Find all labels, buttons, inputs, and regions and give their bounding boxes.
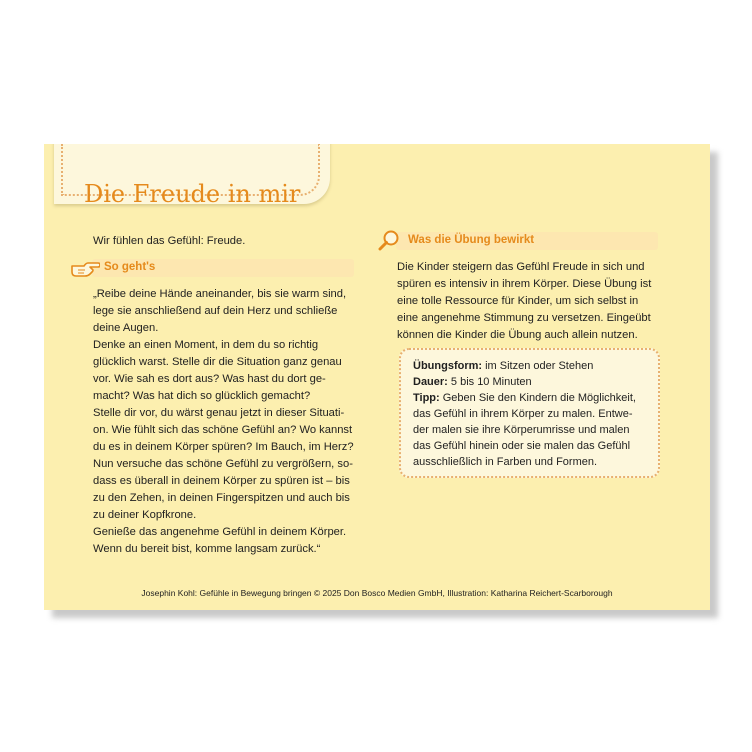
instruction-line: Wenn du bereit bist, komme langsam zurück.“ <box>93 543 321 555</box>
instruction-line: glücklich warst. Stelle dir die Situation ganz genau <box>93 356 342 368</box>
instruction-line: du es in deinem Körper spüren? Im Bauch, im Herz? <box>93 441 354 453</box>
form-value: im Sitzen oder Stehen <box>482 360 594 372</box>
instruction-line: deine Augen. <box>93 322 159 334</box>
intro-text: Wir fühlen das Gefühl: Freude. <box>93 235 246 247</box>
instruction-line: dass es überall in deinem Körper zu spüren ist – bis <box>93 475 350 487</box>
info-text <box>413 358 653 470</box>
form-line <box>413 358 653 374</box>
form-label: Übungsform: <box>413 360 483 372</box>
tip-line: der malen sie ihre Körperumrisse und malen <box>413 424 630 436</box>
instruction-line: Denke an einen Moment, in dem du so richtig <box>93 339 319 351</box>
duration-label: Dauer: <box>413 376 448 388</box>
tip-line: das Gefühl hinein oder sie malen das Gefühl <box>413 440 631 452</box>
info-box <box>399 348 660 478</box>
effect-line: können die Kinder die Übung auch allein nutzen. <box>397 329 638 341</box>
instruction-line: „Reibe deine Hände aneinander, bis sie warm sind, <box>93 288 347 300</box>
effect-line: Die Kinder steigern das Gefühl Freude in sich und <box>397 261 645 273</box>
instruction-line: zu deiner Kopfkrone. <box>93 509 197 521</box>
instruction-line: Nun versuche das schöne Gefühl zu vergrößern, so- <box>93 458 353 470</box>
instruction-line: macht? Was hat dich so glücklich gemacht? <box>93 390 311 402</box>
so-gehts-heading: So geht's <box>104 261 156 273</box>
instruction-line: Stelle dir vor, du wärst genau jetzt in dieser Situati- <box>93 407 345 419</box>
magnifier-icon <box>377 229 401 253</box>
pointing-hand-icon <box>70 257 100 279</box>
effect-line: eine tolle Ressource für Kinder, um sich selbst in <box>397 295 639 307</box>
instruction-line: Genieße das angenehme Gefühl in deinem Körper. <box>93 526 347 538</box>
tip-line: ausschließlich in Farben und Formen. <box>413 456 598 468</box>
tip-line: das Gefühl in ihrem Körper zu malen. Entwe- <box>413 408 633 420</box>
tip-value: Geben Sie den Kindern die Möglichkeit, <box>439 392 636 404</box>
card-title: Die Freude in mir <box>84 180 301 208</box>
duration-value: 5 bis 10 Minuten <box>447 376 532 388</box>
exercise-card <box>44 144 710 610</box>
effect-line: spüren es intensiv in ihrem Körper. Diese Übung ist <box>397 278 652 290</box>
instruction-line: on. Wie fühlt sich das schöne Gefühl an? Wo kannst <box>93 424 353 436</box>
instruction-line: lege sie anschließend auf dein Herz und schließe <box>93 305 338 317</box>
effect-line: eine angenehme Stimmung zu versetzen. Eingeübt <box>397 312 651 324</box>
duration-line <box>413 374 653 390</box>
instruction-text <box>93 286 363 558</box>
tip-line <box>413 390 653 406</box>
effect-text <box>397 259 667 344</box>
copyright-footer: Josephin Kohl: Gefühle in Bewegung bringen © 2025 Don Bosco Medien GmbH, Illustration: Katharina Reichert-Scarborough <box>141 588 613 598</box>
instruction-line: zu den Zehen, in deinen Fingerspitzen und auch bis <box>93 492 350 504</box>
tip-label: Tipp: <box>413 392 440 404</box>
instruction-line: vor. Wie sah es dort aus? Was hast du dort ge- <box>93 373 326 385</box>
effect-heading: Was die Übung bewirkt <box>408 234 535 246</box>
